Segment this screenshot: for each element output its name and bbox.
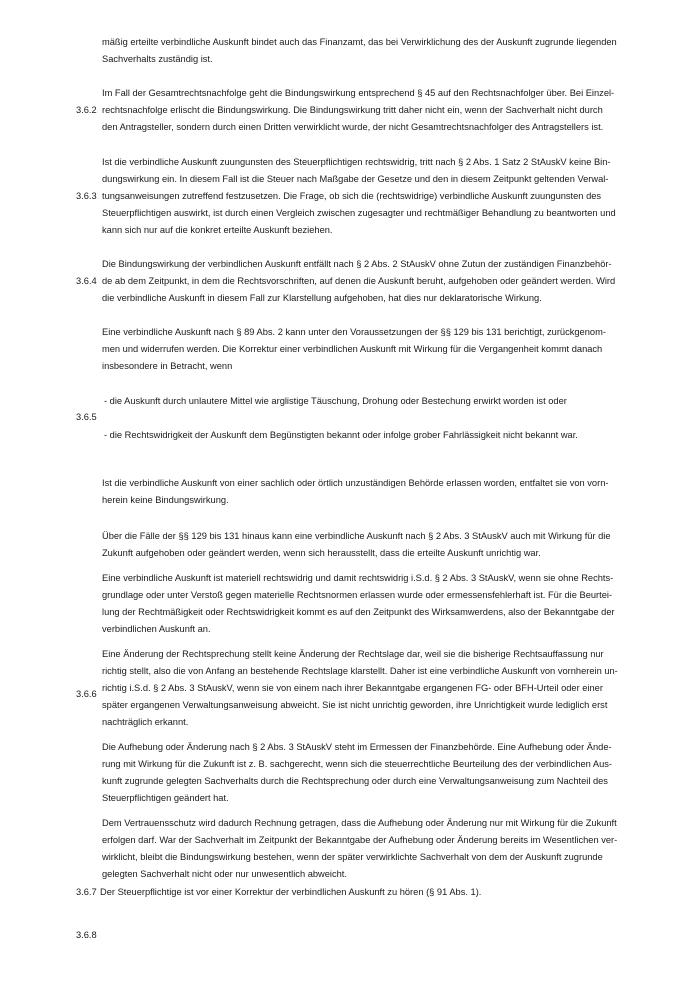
text-line: herein keine Bindungswirkung. bbox=[102, 495, 229, 505]
text-line: Ist die verbindliche Auskunft zuungunsten des Steuerpflichtigen rechtswidrig, tritt nach § 2 Abs. 1 Satz 2 StAuskV keine Bin- bbox=[102, 157, 611, 167]
text-line: Eine verbindliche Auskunft nach § 89 Abs. 2 kann unter den Voraussetzungen der §§ 129 bis 131 berichtigt, zurückgenom- bbox=[102, 327, 606, 337]
text-line: nachträglich erkannt. bbox=[102, 717, 189, 727]
section-number: 3.6.2 bbox=[76, 105, 97, 115]
section-number: 3.6.6 bbox=[76, 689, 97, 699]
text-line: Dem Vertrauensschutz wird dadurch Rechnung getragen, dass die Aufhebung oder Änderung nur mit Wirkung für die Zukunft bbox=[102, 818, 617, 828]
text-line: Sachverhalts zuständig ist. bbox=[102, 54, 213, 64]
text-line: verbindlichen Auskunft an. bbox=[102, 624, 211, 634]
text-line: Die Bindungswirkung der verbindlichen Auskunft entfällt nach § 2 Abs. 2 StAuskV ohne Zutun der zuständigen Finanzbehör- bbox=[102, 259, 612, 269]
text-line: lung der Rechtmäßigkeit oder Rechtswidrigkeit kommt es auf den Zeitpunkt des Wirksamwerdens, also der Bekanntgabe der bbox=[102, 607, 615, 617]
text-line: erfolgen darf. War der Sachverhalt im Zeitpunkt der Bekanntgabe der Aufhebung oder Änderung bereits im Wesentlichen ver- bbox=[102, 835, 618, 845]
text-line: de ab dem Zeitpunkt, in dem die Rechtsvorschriften, auf denen die Auskunft beruht, aufgehoben oder geändert werden. Wird bbox=[102, 276, 616, 286]
text-line: die verbindliche Auskunft in diesem Fall zur Klarstellung aufgehoben, hat dies nur deklaratorische Wirkung. bbox=[102, 293, 542, 303]
text-line: Die Aufhebung oder Änderung nach § 2 Abs. 3 StAuskV steht im Ermessen der Finanzbehörde. Eine Aufhebung oder Ände- bbox=[102, 742, 612, 752]
text-line: kann sich nur auf die konkret erteilte Auskunft beziehen. bbox=[102, 225, 333, 235]
text-line: insbesondere in Betracht, wenn bbox=[102, 361, 233, 371]
section-number: 3.6.3 bbox=[76, 191, 97, 201]
text-line: grundlage oder unter Verstoß gegen materielle Rechtsnormen erlassen wurde oder ermessensfehlerhaft ist. Für die Beurtei- bbox=[102, 590, 613, 600]
section-number: 3.6.8 bbox=[76, 930, 97, 940]
text-line: mäßig erteilte verbindliche Auskunft bindet auch das Finanzamt, das bei Verwirklichung des der Auskunft zugrunde liegenden bbox=[102, 37, 617, 47]
list-item: - die Rechtswidrigkeit der Auskunft dem Begünstigten bekannt oder infolge grober Fahrlässigkeit nicht bekannt war. bbox=[104, 430, 578, 440]
section-number: 3.6.7 bbox=[76, 887, 97, 897]
text-line: richtig stellt, also die von Anfang an bestehende Rechtslage klarstellt. Daher ist eine verbindliche Auskunft von vornherein un- bbox=[102, 666, 618, 676]
text-line: Zukunft aufgehoben oder geändert werden, wenn sich herausstellt, dass die erteilte Auskunft unrichtig war. bbox=[102, 548, 541, 558]
text-line: Eine Änderung der Rechtsprechung stellt keine Änderung der Rechtslage dar, weil sie die bisherige Rechtsauffassung nur bbox=[102, 649, 604, 659]
text-line: gelegten Sachverhalt nicht oder nur unwesentlich abweicht. bbox=[102, 869, 347, 879]
text-line: men und widerrufen werden. Die Korrektur einer verbindlichen Auskunft mit Wirkung für die Vergangenheit kommt danach bbox=[102, 344, 603, 354]
text-line: später ergangenen Verwaltungsanweisung abweicht. Sie ist nicht unrichtig geworden, ihre Unrichtigkeit wurde lediglich erst bbox=[102, 700, 608, 710]
text-line: rechtsnachfolge erlischt die Bindungswirkung. Die Bindungswirkung tritt daher nicht ein, wenn der Sachverhalt nicht durch bbox=[102, 105, 603, 115]
text-line: den Antragsteller, sondern durch einen Dritten verwirklicht wurde, der nicht Gesamtrechtsnachfolger des Antragstellers ist. bbox=[102, 122, 604, 132]
text-line: tungsanweisungen zutreffend festzusetzen. Die Frage, ob sich die (rechtswidrige) verbindliche Auskunft zuungunsten des bbox=[102, 191, 602, 201]
text-line: Über die Fälle der §§ 129 bis 131 hinaus kann eine verbindliche Auskunft nach § 2 Abs. 3 StAuskV auch mit Wirkung für die bbox=[102, 531, 611, 541]
text-line: wirklicht, bleibt die Bindungswirkung bestehen, wenn der später verwirklichte Sachverhalt von dem der Auskunft zugrunde bbox=[102, 852, 603, 862]
text-line: Steuerpflichtigen auswirkt, ist durch einen Vergleich zwischen zugesagter und rechtmäßiger Behandlung zu beantworten und bbox=[102, 208, 616, 218]
text-line: Eine verbindliche Auskunft ist materiell rechtswidrig und damit rechtswidrig i.S.d. § 2 Abs. 3 StAuskV, wenn sie ohne Rechts- bbox=[102, 573, 614, 583]
text-line: Im Fall der Gesamtrechtsnachfolge geht die Bindungswirkung entsprechend § 45 auf den Rechtsnachfolger über. Bei Einzel- bbox=[102, 88, 615, 98]
text-line: Ist die verbindliche Auskunft von einer sachlich oder örtlich unzuständigen Behörde erlassen worden, entfaltet sie von vorn- bbox=[102, 478, 609, 488]
text-line: richtig i.S.d. § 2 Abs. 3 StAuskV, wenn sie von einem nach ihrer Bekanntgabe ergangenen FG- oder BFH-Urteil oder einer bbox=[102, 683, 603, 693]
section-number: 3.6.4 bbox=[76, 276, 97, 286]
text-line: Der Steuerpflichtige ist vor einer Korrektur der verbindlichen Auskunft zu hören (§ 91 Abs. 1). bbox=[100, 887, 482, 897]
text-line: kunft zugrunde gelegten Sachverhalts durch die Rechtsprechung oder durch eine Verwaltungsanweisung zum Nachteil des bbox=[102, 776, 608, 786]
text-line: dungswirkung ein. In diesem Fall ist die Steuer nach Maßgabe der Gesetze und den in diesem Zeitpunkt geltenden Verwal- bbox=[102, 174, 609, 184]
section-number: 3.6.5 bbox=[76, 412, 97, 422]
list-item: - die Auskunft durch unlautere Mittel wie arglistige Täuschung, Drohung oder Bestechung erwirkt worden ist oder bbox=[104, 396, 567, 406]
text-line: Steuerpflichtigen geändert hat. bbox=[102, 793, 229, 803]
text-line: rung mit Wirkung für die Zukunft ist z. B. sachgerecht, wenn sich die steuerrechtliche Beurteilung des der verbindlichen Aus- bbox=[102, 759, 613, 769]
